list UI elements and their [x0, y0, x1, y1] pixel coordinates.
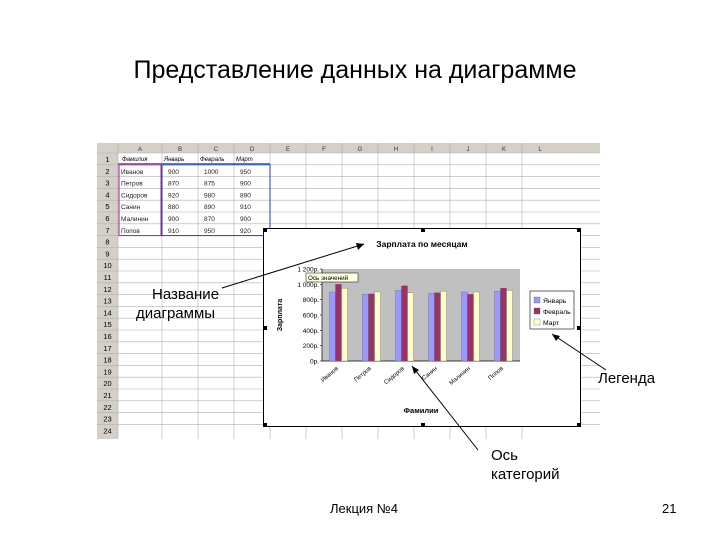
table-header-cell: Февраль	[200, 157, 225, 163]
chart-title-callout	[136, 285, 219, 323]
category-axis-callout-line-1: Ось	[491, 447, 518, 464]
table-cell: 890	[204, 204, 215, 212]
table-cell: Сидоров	[121, 192, 148, 200]
column-header: B	[177, 147, 183, 153]
value-axis-tooltip-text: Ось значений	[308, 275, 349, 282]
row-number: 14	[103, 308, 112, 318]
row-number: 10	[103, 261, 112, 271]
table-cell: 900	[240, 180, 251, 188]
chart-title-callout-line-1: Название	[152, 286, 220, 303]
row-number: 24	[103, 426, 112, 436]
row-number: 6	[105, 214, 110, 223]
table-cell: 910	[168, 227, 179, 235]
row-number: 15	[103, 320, 112, 330]
table-cell: 870	[204, 216, 215, 223]
table-cell: 950	[240, 168, 251, 176]
row-number: 3	[105, 178, 110, 188]
legend-label: Март	[543, 320, 560, 327]
title-callout-line	[222, 244, 364, 288]
y-tick-label: 1 000р.	[297, 281, 319, 289]
footer-lecture: Лекция №4	[330, 501, 398, 516]
table-cell: 870	[168, 180, 179, 188]
row-number: 13	[103, 296, 112, 306]
chart-title: Зарплата по месяцам	[376, 239, 468, 249]
table-cell: Малинин	[121, 216, 149, 223]
table-cell: 1000	[204, 168, 219, 176]
row-number: 19	[103, 367, 112, 377]
table-header-cell: Январь	[164, 157, 185, 163]
axis-callout-line	[412, 366, 478, 450]
column-header: L	[538, 147, 542, 153]
legend-callout-arrowhead	[552, 334, 560, 341]
slide-title: Представление данных на диаграмме	[133, 56, 577, 84]
x-axis-title: Фамилии	[403, 406, 439, 415]
x-tick-label: Сидоров	[383, 365, 406, 387]
x-tick-label: Петров	[353, 365, 373, 384]
category-axis-callout	[491, 446, 560, 484]
column-header: C	[213, 147, 219, 153]
title-callout-arrowhead	[356, 243, 364, 250]
row-number: 8	[105, 237, 110, 247]
table-cell: Санин	[121, 204, 141, 212]
table-cell: 880	[168, 204, 179, 212]
table-cell: 950	[204, 227, 215, 235]
y-tick-label: 0р.	[309, 358, 319, 366]
x-tick-label: Малинин	[448, 365, 472, 387]
chart-title-callout-line-2: диаграммы	[136, 305, 216, 322]
row-number: 5	[105, 202, 110, 212]
x-tick-label: Иванов	[320, 365, 340, 384]
table-header-cell: Март	[236, 157, 253, 163]
x-tick-label: Санин	[421, 365, 439, 382]
table-cell: 900	[168, 168, 179, 176]
table-cell: 900	[240, 216, 251, 223]
column-header: A	[137, 147, 143, 153]
row-number: 18	[103, 355, 112, 365]
column-header: H	[393, 147, 399, 153]
row-number: 22	[103, 402, 112, 412]
y-axis-title: Зарплата	[277, 298, 284, 332]
row-number: 17	[103, 343, 112, 353]
row-number: 4	[105, 190, 110, 200]
table-cell: Иванов	[121, 168, 144, 176]
y-tick-label: 1 200р.	[297, 266, 319, 274]
row-number: 20	[103, 379, 112, 389]
row-number: 12	[103, 284, 112, 294]
column-header: K	[501, 147, 507, 153]
table-cell: 980	[204, 192, 215, 200]
row-number: 21	[103, 391, 112, 400]
table-cell: 910	[240, 204, 251, 212]
column-header: I	[431, 147, 433, 153]
y-tick-label: 800р.	[302, 297, 319, 305]
row-number: 7	[105, 225, 110, 235]
row-number: 1	[105, 155, 110, 164]
row-number: 2	[105, 166, 110, 176]
column-header: F	[322, 147, 326, 153]
column-header: G	[357, 147, 363, 153]
column-header: D	[249, 147, 255, 153]
table-cell: 890	[240, 192, 251, 200]
table-cell: Петров	[121, 180, 143, 188]
table-cell: 920	[168, 192, 179, 200]
table-cell: 900	[168, 216, 179, 223]
y-tick-label: 200р.	[302, 343, 319, 351]
table-cell: 875	[204, 180, 215, 188]
legend-callout-line	[552, 334, 606, 370]
row-number: 9	[105, 249, 110, 259]
column-header: E	[285, 147, 291, 153]
legend-label: Февраль	[543, 309, 571, 316]
row-number: 23	[103, 414, 112, 424]
page-number: 21	[662, 501, 677, 516]
legend-label: Январь	[543, 298, 567, 305]
table-header-cell: Фамилия	[122, 157, 148, 163]
table-cell: Попов	[121, 227, 140, 235]
row-number: 16	[103, 332, 112, 341]
category-axis-callout-line-2: категорий	[491, 466, 560, 483]
table-cell: 920	[240, 227, 251, 235]
row-number: 11	[103, 273, 112, 282]
x-tick-label: Попов	[487, 365, 505, 382]
column-header: J	[466, 147, 470, 153]
y-tick-label: 600р.	[302, 312, 319, 320]
legend-callout: Легенда	[598, 370, 656, 387]
y-tick-label: 400р.	[302, 327, 319, 335]
